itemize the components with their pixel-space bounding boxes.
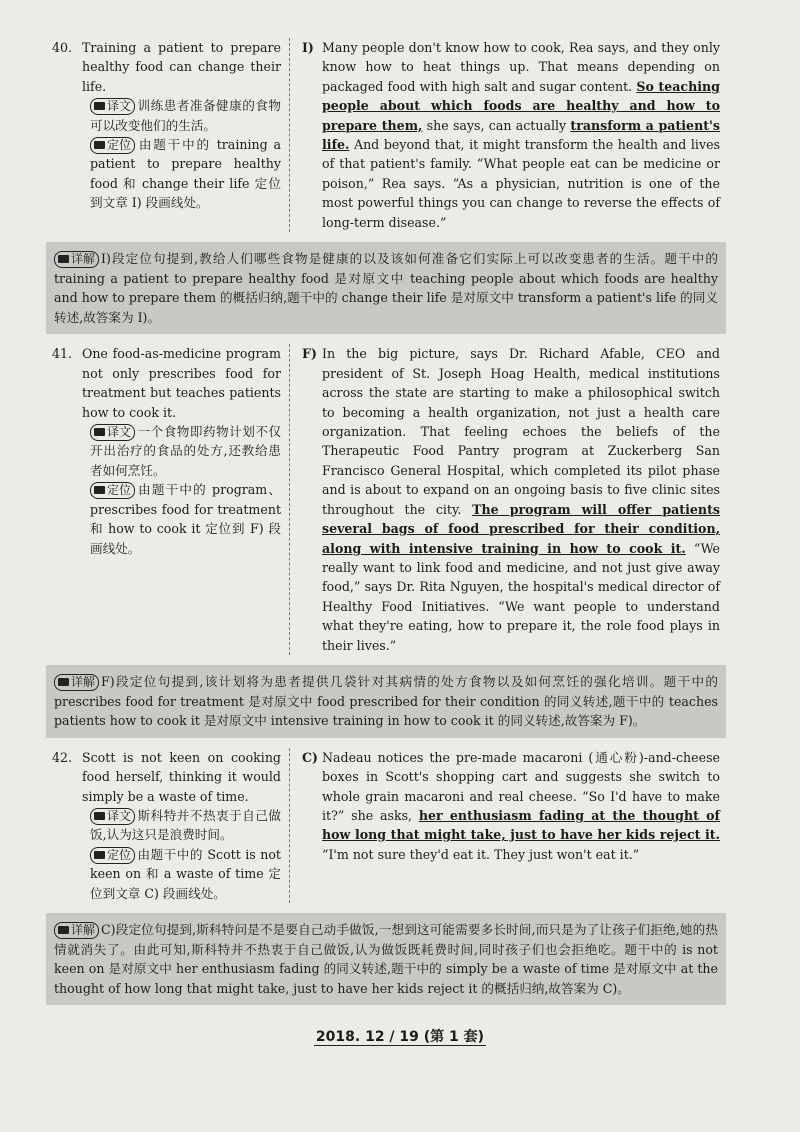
highlighted-text: The program will offer patients several bags of food prescribed for their condition, along with intensive training in how to cook it. xyxy=(322,501,720,556)
locate-block xyxy=(90,135,281,213)
translation-block xyxy=(90,806,281,845)
locate-tag: 定位 xyxy=(90,137,135,154)
option-letter: I) xyxy=(302,40,314,55)
locate-text: 由题干中的 Scott is not keen on 和 a waste of time 定位到文章 C) 段画线处。 xyxy=(90,846,281,901)
passage-text: Many people don't know how to cook, Rea says, and they only know how to heat things up. That means depending on packaged food with high salt and sugar content. So teaching people about which foods are healthy and how to prepare them, she says, can actually transform a patient's life. And beyond that, it might transform the health and lives of that patient's family. “What people eat can be medicine or poison,” Rea says. “As a physician, nutrition is one of the most powerful things you can change to reverse the effects of long-term disease.” xyxy=(322,40,720,230)
passage-text: Nadeau notices the pre-made macaroni (通心粉)-and-cheese boxes in Scott's shopping cart and suggests she switch to whole grain macaroni and real cheese. “So I'd have to make it?” she asks, her enthusiasm fading at the thought of how long that might take, just to have her kids reject it. “I'm not sure they'd eat it. They just won't eat it.” xyxy=(322,749,720,862)
detail-tag: 详解 xyxy=(54,922,99,939)
translation-text: 训练患者准备健康的食物可以改变他们的生活。 xyxy=(90,98,281,133)
passage-40 xyxy=(290,38,720,232)
question-number: 41. xyxy=(52,346,73,362)
translation-tag: 译文 xyxy=(90,424,135,441)
translation-tag: 译文 xyxy=(90,98,135,115)
folder-icon xyxy=(94,428,105,436)
locate-text: 由题干中的 program、prescribes food for treatment 和 how to cook it 定位到 F) 段画线处。 xyxy=(90,482,281,556)
highlighted-text: So teaching people about which foods are healthy and how to prepare them, xyxy=(322,78,720,133)
question-text: Training a patient to prepare healthy food can change their life. xyxy=(82,40,281,94)
highlighted-text: her enthusiasm fading at the thought of how long that might take, just to have her kids reject it. xyxy=(322,807,720,843)
folder-icon xyxy=(58,255,69,263)
translation-tag: 译文 xyxy=(90,808,135,825)
page-content xyxy=(52,38,720,1015)
detail-41 xyxy=(46,665,726,738)
translation-text: 斯科特并不热衷于自己做饭,认为这只是浪费时间。 xyxy=(90,807,281,843)
detail-42 xyxy=(46,913,726,1005)
question-41-row xyxy=(52,344,720,655)
folder-icon xyxy=(94,486,105,494)
folder-icon xyxy=(94,141,105,149)
question-42-row xyxy=(52,748,720,903)
locate-block xyxy=(90,845,281,903)
detail-text: C)段定位句提到,斯科特问是不是要自己动手做饭,一想到这可能需要多长时间,而只是为了让孩子们拒绝,她的热情就消失了。由此可知,斯科特并不热衷于自己做饭,认为做饭既耗费时间,同时孩子们也会拒绝吃。题干中的 is not keen on 是对原文中 her enthusiasm fading 的同义转述,题干中的 simply be a waste of time 是对原文中 at the thought of how long that might take, just to have her kids reject it 的概括归纳,故答案为 C)。 xyxy=(54,921,718,996)
detail-tag: 详解 xyxy=(54,674,99,691)
detail-40 xyxy=(46,242,726,334)
option-letter: F) xyxy=(302,346,317,362)
passage-text: In the big picture, says Dr. Richard Afable, CEO and president of St. Joseph Hoag Health, medical institutions across the state are starting to make a philosophical switch to becoming a health organization, not just a health care organization. That feeling echoes the beliefs of the Therapeutic Food Pantry program at Zuckerberg San Francisco General Hospital, which completed its pilot phase and is about to expand on an ongoing basis to five clinic sites throughout the city. The program will offer patients several bags of food prescribed for their condition, along with intensive training in how to cook it. “We really want to link food and medicine, and not just give away food,” says Dr. Rita Nguyen, the hospital's medical director of Healthy Food Initiatives. “We want people to understand what they're eating, how to prepare it, the role food plays in their lives.” xyxy=(322,346,720,653)
translation-text: 一个食物即药物计划不仅开出治疗的食品的处方,还教给患者如何烹饪。 xyxy=(90,424,281,478)
folder-icon xyxy=(94,102,105,110)
page-footer xyxy=(0,1026,800,1046)
translation-block xyxy=(90,96,281,135)
detail-text: F)段定位句提到,该计划将为患者提供几袋针对其病情的处方食物以及如何烹饪的强化培训。题干中的 prescribes food for treatment 是对原文中 food prescribed for their condition 的同义转述,题干中的 teaches patients how to cook it 是对原文中 intensive training in how to cook it 的同义转述,故答案为 F)。 xyxy=(54,673,718,729)
folder-icon xyxy=(58,926,69,934)
option-letter: C) xyxy=(302,749,318,765)
question-number: 42. xyxy=(52,749,73,765)
locate-block xyxy=(90,480,281,558)
folder-icon xyxy=(58,678,69,686)
footer-date: 2018. 12 / 19 (第 1 套) xyxy=(315,1029,485,1045)
detail-tag: 详解 xyxy=(54,251,99,268)
question-41-left xyxy=(52,344,290,655)
folder-icon xyxy=(94,812,105,820)
highlighted-text: transform a patient's life. xyxy=(322,117,720,153)
question-42-left xyxy=(52,748,290,903)
locate-text: 由题干中的 training a patient to prepare healthy food 和 change their life 定位到文章 I) 段画线处。 xyxy=(90,137,281,211)
detail-text: I)段定位句提到,教给人们哪些食物是健康的以及该如何准备它们实际上可以改变患者的生活。题干中的 training a patient to prepare healthy food 是对原文中 teaching people about which foods are healthy and how to prepare them 的概括归纳,题干中的 change their life 是对原文中 transform a patient's life 的同义转述,故答案为 I)。 xyxy=(54,251,718,325)
locate-tag: 定位 xyxy=(90,847,135,864)
question-text: One food-as-medicine program not only prescribes food for treatment but teaches patients how to cook it. xyxy=(82,346,281,420)
locate-tag: 定位 xyxy=(90,482,135,499)
question-40-row xyxy=(52,38,720,232)
translation-block xyxy=(90,422,281,480)
folder-icon xyxy=(94,851,105,859)
question-text: Scott is not keen on cooking food herself, thinking it would simply be a waste of time. xyxy=(82,749,281,804)
question-number: 40. xyxy=(52,40,73,55)
passage-41 xyxy=(290,344,720,655)
passage-42 xyxy=(290,748,720,903)
question-40-left xyxy=(52,38,290,232)
